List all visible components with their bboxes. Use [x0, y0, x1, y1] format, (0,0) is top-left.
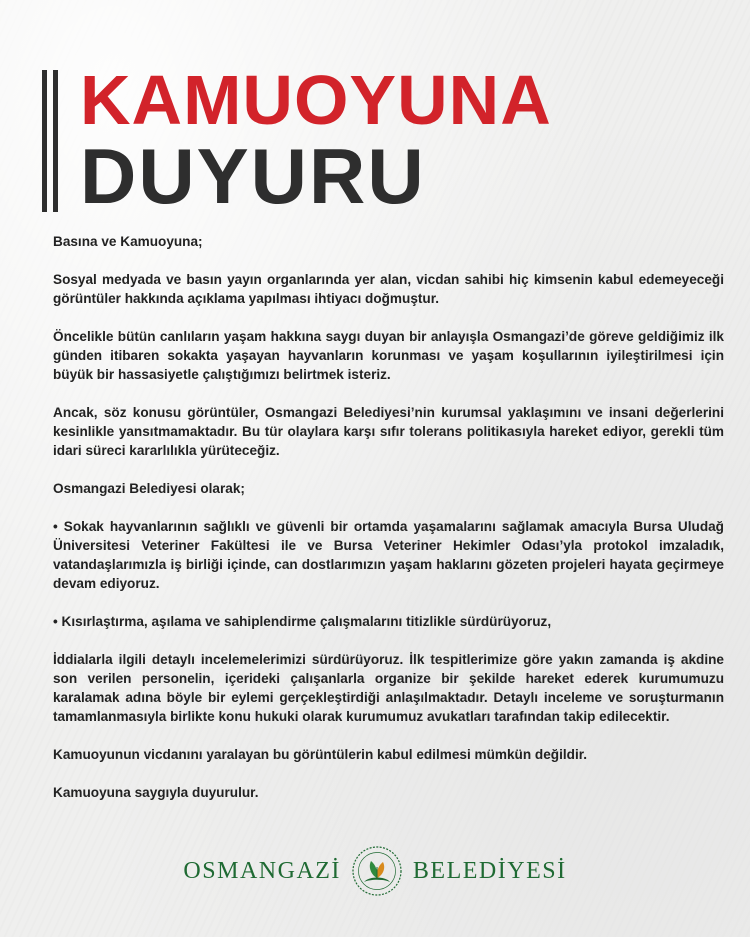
- paragraph: Sosyal medyada ve basın yayın organlarında yer alan, vicdan sahibi hiç kimsenin kabul edemeyeceği görüntüler hakkında açıklama yapılması ihtiyacı doğmuştur.: [53, 272, 724, 306]
- org-name-left: OSMANGAZİ: [183, 857, 341, 884]
- bullet-paragraph: • Sokak hayvanlarının sağlıklı ve güvenli bir ortamda yaşamalarını sağlamak amacıyla Bursa Uludağ Üniversitesi Veteriner Fakültesi ile ve Bursa Veteriner Hekimler Odası’yla protokol imzaladık, vatandaşlarımızla iş birliği içinde, can dostlarımızın yaşam haklarını gözeten projeleri hayata geçirmeye devam ediyoruz.: [53, 519, 724, 591]
- paragraph: İddialarla ilgili detaylı incelemelerimizi sürdürüyoruz. İlk tespitlerimize göre yakın zamanda iş akdine son verilen personelin, içerideki çalışanlarla organize bir şekilde hareket ederek kurumumuzu karalamak adına böyle bir eylemi gerçekleştirdiği anlaşılmaktadır. Detaylı inceleme ve soruşturmanın tamamlanmasıyla birlikte konu hukuki olarak kurumumuz avukatları tarafından takip edilecektir.: [53, 652, 724, 724]
- paragraph: Ancak, söz konusu görüntüler, Osmangazi Belediyesi’nin kurumsal yaklaşımını ve insani değerlerini kesinlikle yansıtmamaktadır. Bu tür olaylara karşı sıfır tolerans politikasıyla hareket ediyor, gerekli tüm idari süreci kararlılıkla yürüteceğiz.: [53, 405, 724, 458]
- closing-line: Kamuoyuna saygıyla duyurulur.: [53, 785, 259, 800]
- title-accent-bars: [42, 70, 62, 212]
- salutation: Basına ve Kamuoyuna;: [53, 234, 203, 249]
- paragraph: Kamuoyunun vicdanını yaralayan bu görüntülerin kabul edilmesi mümkün değildir.: [53, 747, 588, 762]
- paragraph: Osmangazi Belediyesi olarak;: [53, 481, 245, 496]
- paragraph: Öncelikle bütün canlıların yaşam hakkına saygı duyan bir anlayışla Osmangazi’de göreve geldiğimiz ilk günden itibaren sokakta yaşayan hayvanların korunması ve yaşam koşullarının iyileştirilmesi için büyük bir hassasiyetle çalıştığımızı belirtmek isteriz.: [53, 329, 724, 382]
- title-line-2: DUYURU: [80, 132, 426, 220]
- statement-body: [53, 232, 724, 821]
- footer-logo: [0, 843, 750, 899]
- title-line-1: KAMUOYUNA: [80, 61, 552, 139]
- osmangazi-emblem-icon: [351, 845, 403, 897]
- bullet-paragraph: • Kısırlaştırma, aşılama ve sahiplendirme çalışmalarını titizlikle sürdürüyoruz,: [53, 614, 552, 629]
- org-name-right: BELEDİYESİ: [412, 857, 567, 884]
